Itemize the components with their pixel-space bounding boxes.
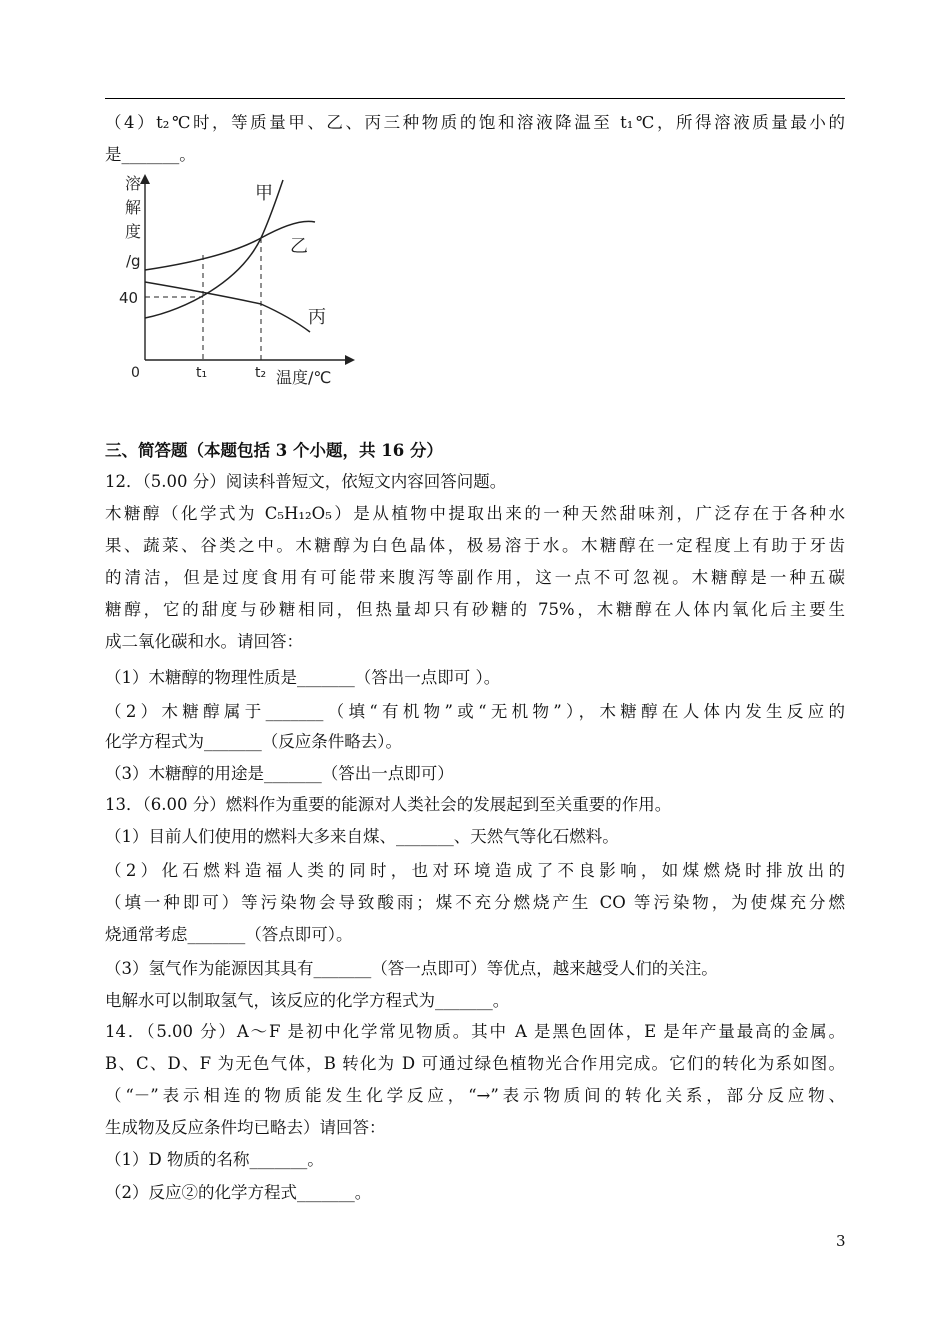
x-tick-label: t₂ bbox=[255, 365, 267, 381]
x-axis-arrow-icon bbox=[345, 355, 355, 365]
q14-line: （“－”表示相连的物质能发生化学反应，“→”表示物质间的转化关系，部分反应物、 bbox=[105, 1086, 845, 1105]
x-axis-label: 温度/℃ bbox=[276, 368, 332, 387]
solubility-graph bbox=[119, 172, 365, 392]
q14-header: 14．（5.00 分）A～F 是初中化学常见物质。其中 A 是黑色固体，E 是年产量最高的金属。 bbox=[105, 1022, 845, 1041]
q12-item-3: （3）木糖醇的用途是_______（答出一点即可） bbox=[105, 764, 454, 783]
q12-item-1: （1）木糖醇的物理性质是_______（答出一点即可 ）。 bbox=[105, 668, 501, 687]
y-axis-arrow-icon bbox=[140, 174, 150, 184]
q14-item-2: （2）反应②的化学方程式_______。 bbox=[105, 1183, 372, 1202]
q13-item-3: （3）氢气作为能源因其具有_______（答一点即可）等优点，越来越受人们的关注。 bbox=[105, 959, 718, 978]
q12-passage-line: 糖醇，它的甜度与砂糖相同，但热量却只有砂糖的 75%，木糖醇在人体内氧化后主要生 bbox=[105, 600, 845, 619]
y-label-char: 溶 bbox=[125, 174, 142, 193]
q13-item-2: （2）化石燃料造福人类的同时，也对环境造成了不良影响，如煤燃烧时排放出的 bbox=[105, 861, 845, 880]
q12-item-2: （2）木糖醇属于_______（填“有机物”或“无机物”），木糖醇在人体内发生反应的 bbox=[105, 702, 845, 721]
q12-passage-line: 木糖醇（化学式为 C₅H₁₂O₅）是从植物中提取出来的一种天然甜味剂，广泛存在于各种水 bbox=[105, 504, 845, 523]
page-number: 3 bbox=[836, 1232, 846, 1250]
q14-line: 生成物及反应条件均已略去）请回答： bbox=[105, 1118, 386, 1137]
section-heading: 三、简答题（本题包括 3 个小题，共 16 分） bbox=[105, 441, 443, 460]
q4-line-2: 是_______。 bbox=[105, 145, 196, 164]
curve-label-jia: 甲 bbox=[255, 183, 273, 204]
q12-passage-line: 的清洁，但是过度食用有可能带来腹泻等副作用，这一点不可忽视。木糖醇是一种五碳 bbox=[105, 568, 845, 587]
q13-item-3-cont: 电解水可以制取氢气，该反应的化学方程式为_______。 bbox=[105, 991, 510, 1010]
q14-line: B、C、D、F 为无色气体，B 转化为 D 可通过绿色植物光合作用完成。它们的转化为系如图。 bbox=[105, 1054, 845, 1073]
header-rule bbox=[105, 98, 845, 99]
q14-item-1: （1）D 物质的名称_______。 bbox=[105, 1150, 324, 1169]
origin-label: 0 bbox=[131, 365, 140, 381]
q13-header: 13．（6.00 分）燃料作为重要的能源对人类社会的发展起到至关重要的作用。 bbox=[105, 795, 672, 814]
q12-passage-line: 果、蔬菜、谷类之中。木糖醇为白色晶体，极易溶于水。木糖醇在一定程度上有助于牙齿 bbox=[105, 536, 845, 555]
y-label-char: 度 bbox=[125, 222, 142, 241]
y-label-char: 解 bbox=[125, 198, 142, 217]
x-tick-label: t₁ bbox=[196, 365, 208, 381]
q13-item-2-cont: 烧通常考虑_______（答点即可）。 bbox=[105, 925, 353, 944]
q13-item-2-cont: （填一种即可）等污染物会导致酸雨；煤不充分燃烧产生 CO 等污染物，为使煤充分燃 bbox=[105, 893, 845, 912]
q12-passage-line: 成二氧化碳和水。请回答： bbox=[105, 632, 303, 651]
curve-label-bing: 丙 bbox=[308, 307, 326, 328]
q4-line-1: （4）t₂℃时，等质量甲、乙、丙三种物质的饱和溶液降温至 t₁℃，所得溶液质量最小的 bbox=[105, 113, 845, 132]
q12-item-2-cont: 化学方程式为_______（反应条件略去）。 bbox=[105, 732, 402, 751]
q13-item-1: （1）目前人们使用的燃料大多来自煤、_______、天然气等化石燃料。 bbox=[105, 827, 619, 846]
y-tick-label: 40 bbox=[119, 289, 139, 307]
curve-label-yi: 乙 bbox=[290, 236, 308, 257]
y-label-unit: /g bbox=[126, 252, 141, 270]
curve-bing bbox=[145, 282, 310, 332]
q12-header: 12．（5.00 分）阅读科普短文，依短文内容回答问题。 bbox=[105, 472, 507, 491]
